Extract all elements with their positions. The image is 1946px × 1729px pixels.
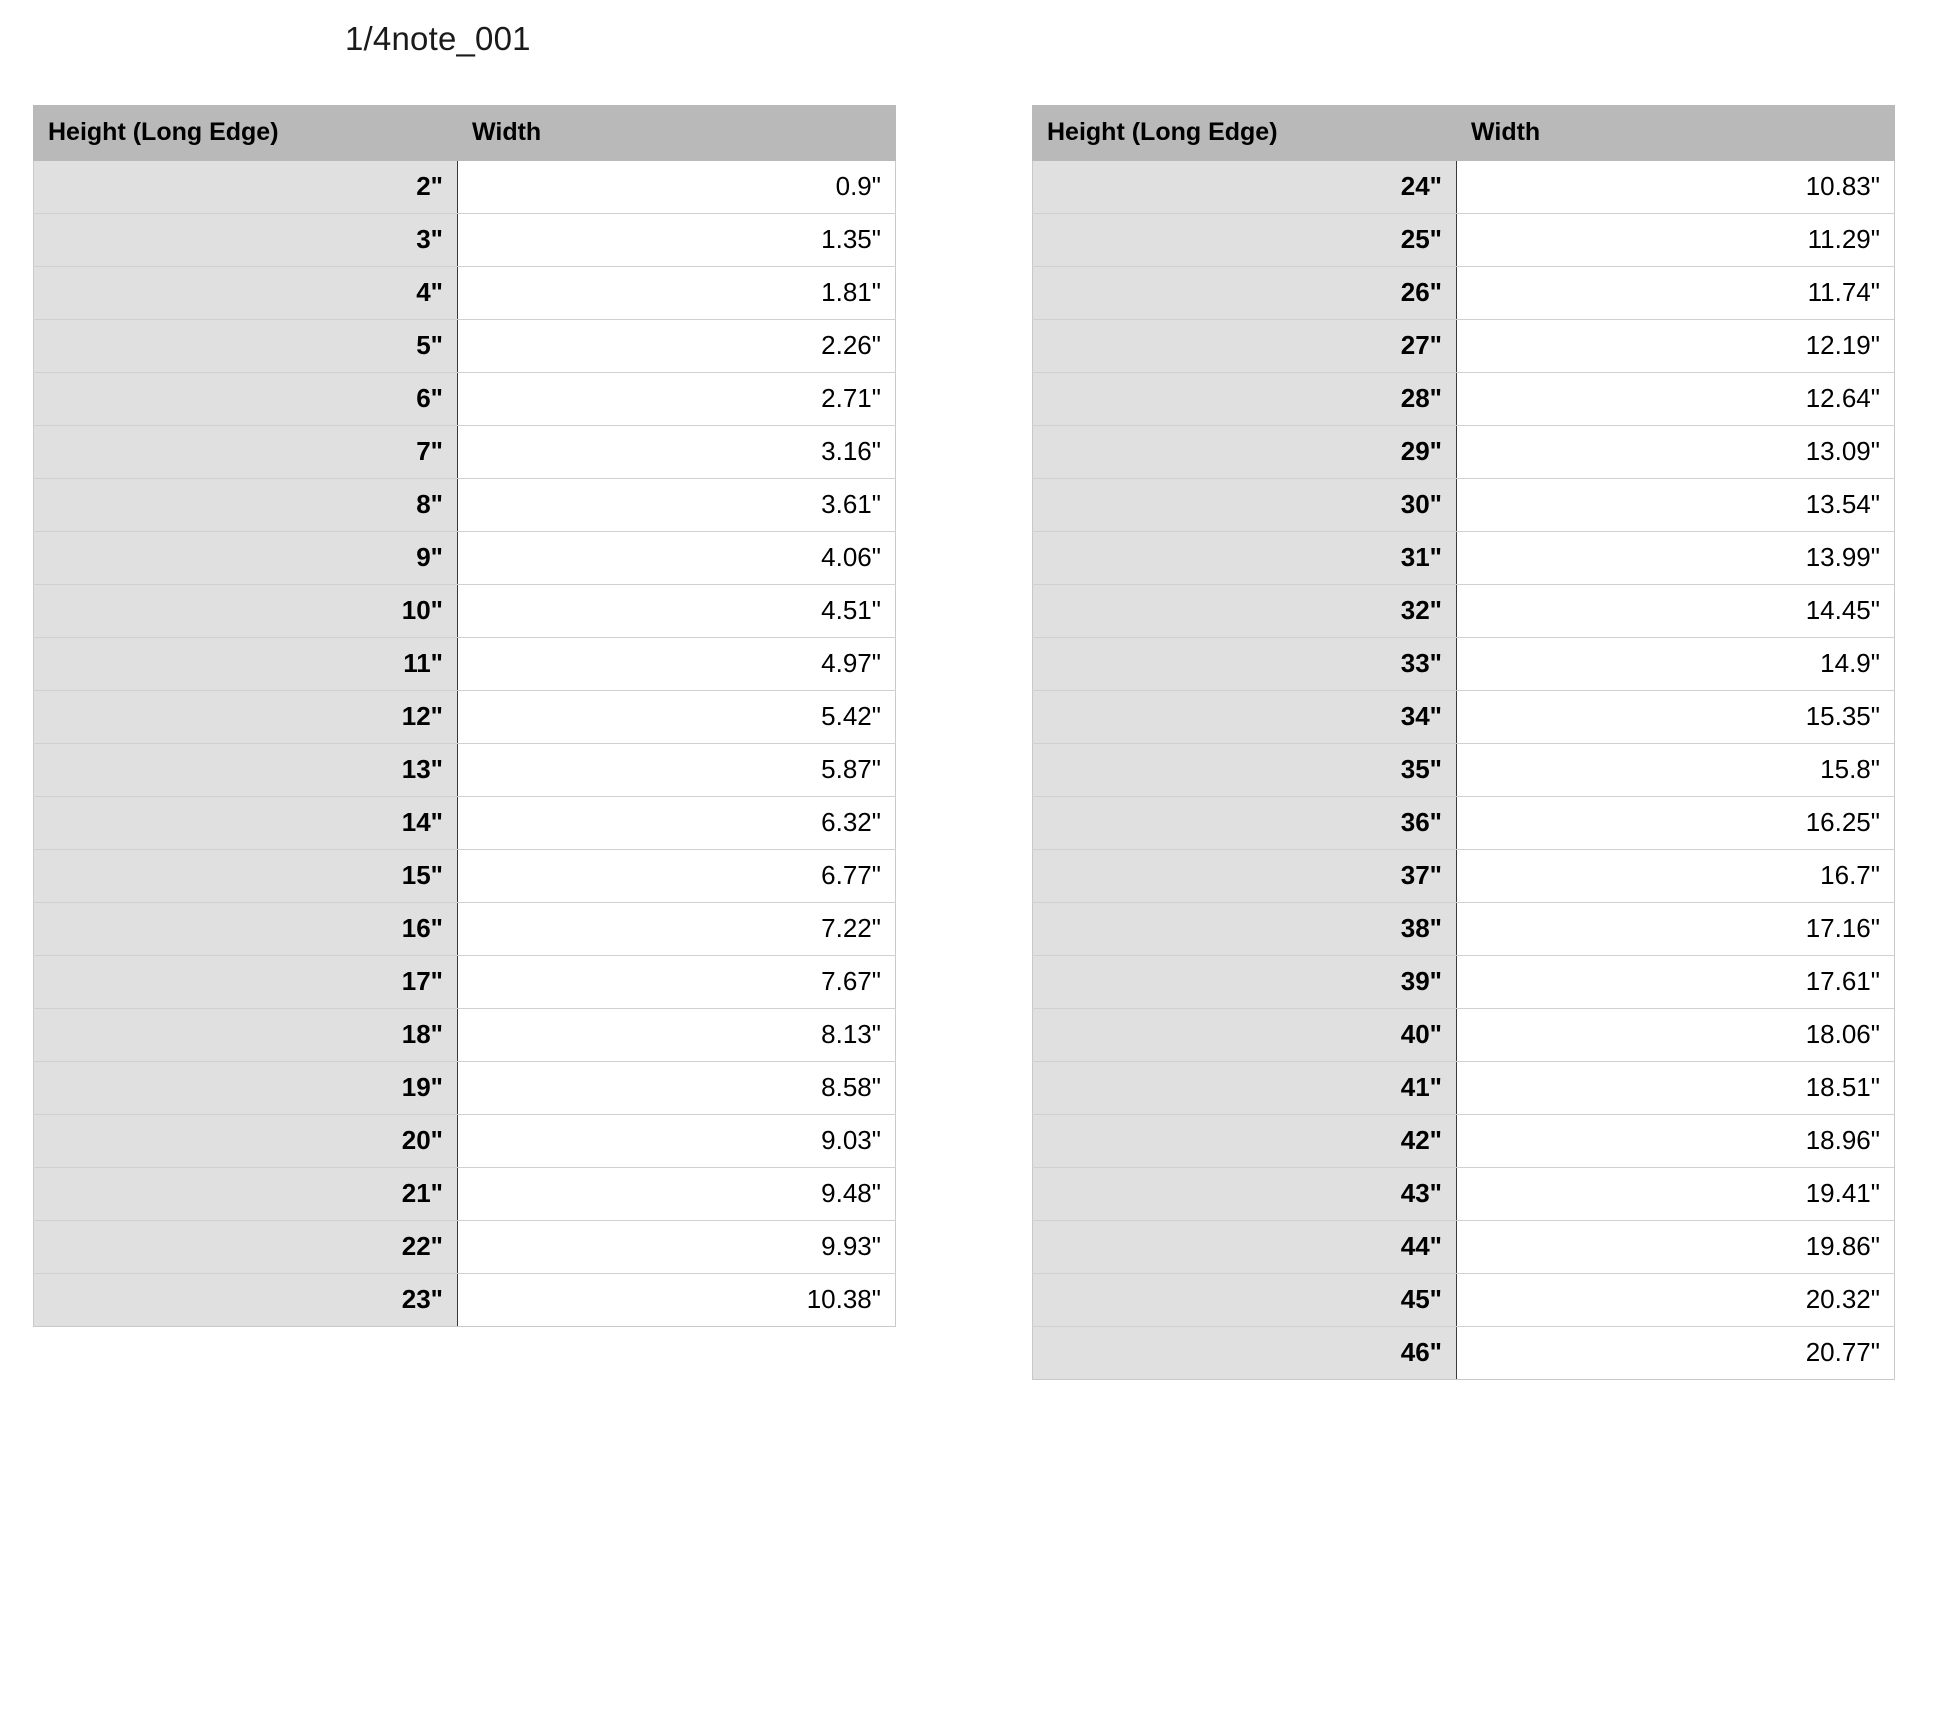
table-row xyxy=(34,161,896,214)
cell-width: 11.29" xyxy=(1457,214,1895,267)
cell-width: 4.97" xyxy=(458,638,896,691)
cell-width: 13.09" xyxy=(1457,426,1895,479)
table-row xyxy=(1033,1274,1895,1327)
table-row xyxy=(1033,585,1895,638)
table-row xyxy=(1033,479,1895,532)
cell-height: 24" xyxy=(1033,161,1457,214)
cell-width: 10.83" xyxy=(1457,161,1895,214)
cell-width: 1.35" xyxy=(458,214,896,267)
table-row xyxy=(1033,161,1895,214)
table-row xyxy=(34,267,896,320)
table-row xyxy=(34,585,896,638)
table-row xyxy=(34,373,896,426)
cell-width: 16.7" xyxy=(1457,850,1895,903)
cell-height: 13" xyxy=(34,744,458,797)
cell-width: 18.51" xyxy=(1457,1062,1895,1115)
cell-width: 12.64" xyxy=(1457,373,1895,426)
cell-height: 44" xyxy=(1033,1221,1457,1274)
table-block-left xyxy=(33,105,895,1327)
cell-width: 3.16" xyxy=(458,426,896,479)
cell-width: 20.77" xyxy=(1457,1327,1895,1380)
cell-height: 8" xyxy=(34,479,458,532)
cell-width: 6.77" xyxy=(458,850,896,903)
cell-height: 25" xyxy=(1033,214,1457,267)
cell-width: 7.67" xyxy=(458,956,896,1009)
table-row xyxy=(34,1009,896,1062)
table-header-row xyxy=(1033,106,1895,161)
cell-width: 0.9" xyxy=(458,161,896,214)
cell-height: 20" xyxy=(34,1115,458,1168)
cell-height: 18" xyxy=(34,1009,458,1062)
table-row xyxy=(1033,1221,1895,1274)
cell-width: 18.96" xyxy=(1457,1115,1895,1168)
cell-width: 5.42" xyxy=(458,691,896,744)
cell-height: 5" xyxy=(34,320,458,373)
column-header-width: Width xyxy=(458,106,896,161)
cell-height: 32" xyxy=(1033,585,1457,638)
cell-height: 19" xyxy=(34,1062,458,1115)
cell-width: 9.93" xyxy=(458,1221,896,1274)
cell-height: 27" xyxy=(1033,320,1457,373)
cell-width: 20.32" xyxy=(1457,1274,1895,1327)
cell-height: 16" xyxy=(34,903,458,956)
table-row xyxy=(1033,638,1895,691)
cell-height: 17" xyxy=(34,956,458,1009)
cell-height: 40" xyxy=(1033,1009,1457,1062)
table-row xyxy=(34,903,896,956)
table-row xyxy=(1033,426,1895,479)
cell-height: 11" xyxy=(34,638,458,691)
column-header-height: Height (Long Edge) xyxy=(34,106,458,161)
cell-height: 12" xyxy=(34,691,458,744)
table-row xyxy=(34,1062,896,1115)
page-title: 1/4note_001 xyxy=(345,20,531,57)
table-row xyxy=(34,1115,896,1168)
cell-height: 3" xyxy=(34,214,458,267)
cell-height: 22" xyxy=(34,1221,458,1274)
cell-height: 2" xyxy=(34,161,458,214)
cell-width: 6.32" xyxy=(458,797,896,850)
table-row xyxy=(34,956,896,1009)
cell-height: 33" xyxy=(1033,638,1457,691)
cell-width: 2.26" xyxy=(458,320,896,373)
table-row xyxy=(34,532,896,585)
table-row xyxy=(1033,744,1895,797)
cell-width: 19.41" xyxy=(1457,1168,1895,1221)
column-header-height: Height (Long Edge) xyxy=(1033,106,1457,161)
cell-height: 38" xyxy=(1033,903,1457,956)
cell-width: 15.8" xyxy=(1457,744,1895,797)
cell-width: 14.45" xyxy=(1457,585,1895,638)
column-header-width: Width xyxy=(1457,106,1895,161)
cell-width: 10.38" xyxy=(458,1274,896,1327)
table-row xyxy=(1033,1062,1895,1115)
cell-height: 29" xyxy=(1033,426,1457,479)
cell-height: 42" xyxy=(1033,1115,1457,1168)
cell-height: 46" xyxy=(1033,1327,1457,1380)
table-row xyxy=(1033,214,1895,267)
table-row xyxy=(34,1221,896,1274)
cell-width: 14.9" xyxy=(1457,638,1895,691)
cell-width: 11.74" xyxy=(1457,267,1895,320)
table-row xyxy=(34,426,896,479)
cell-height: 43" xyxy=(1033,1168,1457,1221)
cell-height: 36" xyxy=(1033,797,1457,850)
cell-width: 13.99" xyxy=(1457,532,1895,585)
table-row xyxy=(1033,1327,1895,1380)
cell-height: 14" xyxy=(34,797,458,850)
cell-height: 41" xyxy=(1033,1062,1457,1115)
cell-width: 16.25" xyxy=(1457,797,1895,850)
cell-width: 4.51" xyxy=(458,585,896,638)
table-row xyxy=(34,691,896,744)
table-row xyxy=(34,214,896,267)
table-row xyxy=(1033,1115,1895,1168)
table-row xyxy=(34,479,896,532)
table-row xyxy=(1033,320,1895,373)
cell-width: 13.54" xyxy=(1457,479,1895,532)
cell-height: 23" xyxy=(34,1274,458,1327)
cell-height: 21" xyxy=(34,1168,458,1221)
table-row xyxy=(1033,956,1895,1009)
cell-height: 30" xyxy=(1033,479,1457,532)
table-row xyxy=(1033,267,1895,320)
table-row xyxy=(34,850,896,903)
cell-height: 28" xyxy=(1033,373,1457,426)
cell-height: 15" xyxy=(34,850,458,903)
cell-width: 18.06" xyxy=(1457,1009,1895,1062)
cell-width: 17.16" xyxy=(1457,903,1895,956)
cell-width: 9.03" xyxy=(458,1115,896,1168)
table-row xyxy=(1033,532,1895,585)
table-row xyxy=(34,638,896,691)
cell-height: 37" xyxy=(1033,850,1457,903)
cell-width: 19.86" xyxy=(1457,1221,1895,1274)
table-row xyxy=(1033,797,1895,850)
cell-width: 9.48" xyxy=(458,1168,896,1221)
table-header-row xyxy=(34,106,896,161)
cell-width: 12.19" xyxy=(1457,320,1895,373)
cell-width: 15.35" xyxy=(1457,691,1895,744)
table-row xyxy=(1033,373,1895,426)
table-body-left xyxy=(34,161,896,1327)
cell-width: 8.13" xyxy=(458,1009,896,1062)
cell-height: 39" xyxy=(1033,956,1457,1009)
cell-height: 35" xyxy=(1033,744,1457,797)
cell-width: 1.81" xyxy=(458,267,896,320)
table-row xyxy=(34,320,896,373)
cell-height: 34" xyxy=(1033,691,1457,744)
dimensions-table-left xyxy=(33,105,896,1327)
cell-height: 6" xyxy=(34,373,458,426)
cell-width: 8.58" xyxy=(458,1062,896,1115)
table-row xyxy=(1033,903,1895,956)
cell-height: 10" xyxy=(34,585,458,638)
cell-height: 45" xyxy=(1033,1274,1457,1327)
cell-width: 2.71" xyxy=(458,373,896,426)
cell-width: 4.06" xyxy=(458,532,896,585)
cell-height: 9" xyxy=(34,532,458,585)
cell-width: 5.87" xyxy=(458,744,896,797)
table-row xyxy=(1033,691,1895,744)
cell-width: 17.61" xyxy=(1457,956,1895,1009)
table-row xyxy=(1033,1009,1895,1062)
cell-height: 31" xyxy=(1033,532,1457,585)
cell-height: 26" xyxy=(1033,267,1457,320)
cell-width: 7.22" xyxy=(458,903,896,956)
cell-height: 4" xyxy=(34,267,458,320)
table-body-right xyxy=(1033,161,1895,1380)
dimensions-table-right xyxy=(1032,105,1895,1380)
table-row xyxy=(34,744,896,797)
table-block-right xyxy=(1032,105,1894,1380)
table-row xyxy=(1033,1168,1895,1221)
cell-height: 7" xyxy=(34,426,458,479)
cell-width: 3.61" xyxy=(458,479,896,532)
table-row xyxy=(1033,850,1895,903)
table-row xyxy=(34,1274,896,1327)
table-row xyxy=(34,797,896,850)
table-row xyxy=(34,1168,896,1221)
